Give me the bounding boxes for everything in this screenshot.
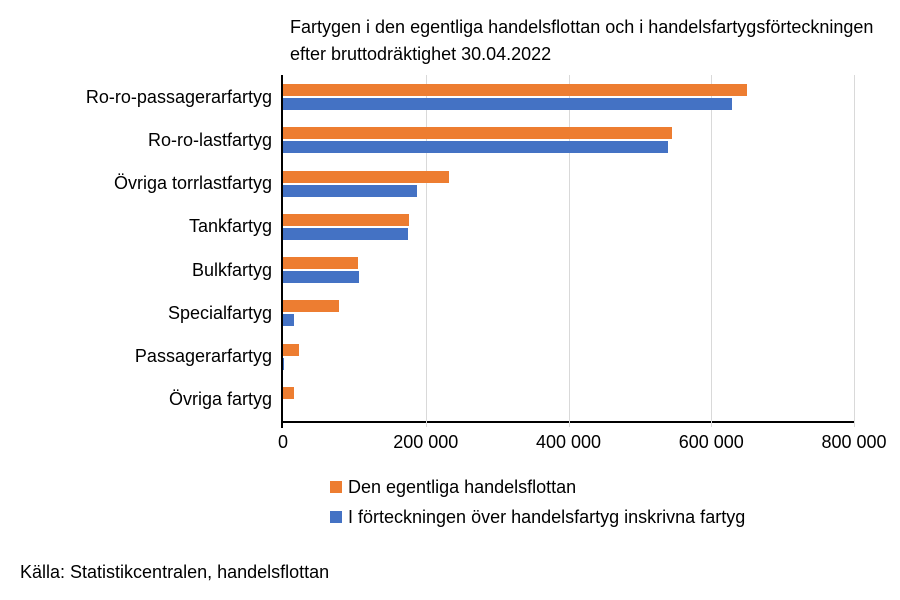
bar-forteckningen bbox=[283, 141, 668, 153]
legend-label: I förteckningen över handelsfartyg inskrivna fartyg bbox=[348, 506, 746, 527]
legend-swatch bbox=[330, 511, 342, 523]
category-label: Övriga torrlastfartyg bbox=[113, 173, 272, 194]
axis-tick bbox=[854, 421, 855, 427]
category-label: Övriga fartyg bbox=[168, 389, 272, 410]
axis-tick bbox=[281, 421, 283, 428]
bar-handelsflottan bbox=[283, 257, 358, 269]
chart-title: Fartygen i den egentliga handelsflottan och i handelsfartygsförteckningen efter bruttodräktighet 30.04.2022 bbox=[290, 17, 874, 64]
category-label: Bulkfartyg bbox=[191, 259, 272, 280]
bar-forteckningen bbox=[283, 271, 359, 283]
legend-item bbox=[330, 476, 745, 498]
bar-handelsflottan bbox=[283, 171, 449, 183]
legend-label: Den egentliga handelsflottan bbox=[348, 476, 577, 497]
bar-handelsflottan bbox=[283, 127, 672, 139]
bar-handelsflottan bbox=[283, 344, 299, 356]
category-label: Tankfartyg bbox=[188, 216, 272, 237]
category-label: Ro-ro-lastfartyg bbox=[147, 129, 272, 150]
category-label: Ro-ro-passagerarfartyg bbox=[85, 86, 272, 107]
axis-tick bbox=[711, 421, 712, 427]
legend-swatch bbox=[330, 481, 342, 493]
category-label: Passagerarfartyg bbox=[134, 346, 272, 367]
bar-handelsflottan bbox=[283, 214, 409, 226]
source-text: Källa: Statistikcentralen, handelsflottan bbox=[20, 562, 330, 582]
bar-handelsflottan bbox=[283, 300, 339, 312]
bar-forteckningen bbox=[283, 228, 408, 240]
x-tick-label: 600 000 bbox=[678, 432, 744, 452]
gridline bbox=[711, 75, 712, 421]
bar-forteckningen bbox=[283, 358, 284, 370]
legend-item bbox=[330, 506, 745, 528]
legend bbox=[330, 476, 745, 536]
plot-area bbox=[281, 75, 854, 423]
bar-forteckningen bbox=[283, 185, 417, 197]
bar-handelsflottan bbox=[283, 387, 294, 399]
gridline bbox=[854, 75, 855, 421]
x-tick-label: 200 000 bbox=[393, 432, 459, 452]
bar-handelsflottan bbox=[283, 84, 747, 96]
bar-forteckningen bbox=[283, 98, 732, 110]
bar-forteckningen bbox=[283, 314, 294, 326]
axis-tick bbox=[426, 421, 427, 427]
x-tick-label: 0 bbox=[277, 432, 289, 452]
axis-tick bbox=[569, 421, 570, 427]
category-label: Specialfartyg bbox=[167, 302, 272, 323]
x-tick-label: 400 000 bbox=[535, 432, 602, 452]
x-tick-label: 800 000 bbox=[821, 432, 887, 452]
